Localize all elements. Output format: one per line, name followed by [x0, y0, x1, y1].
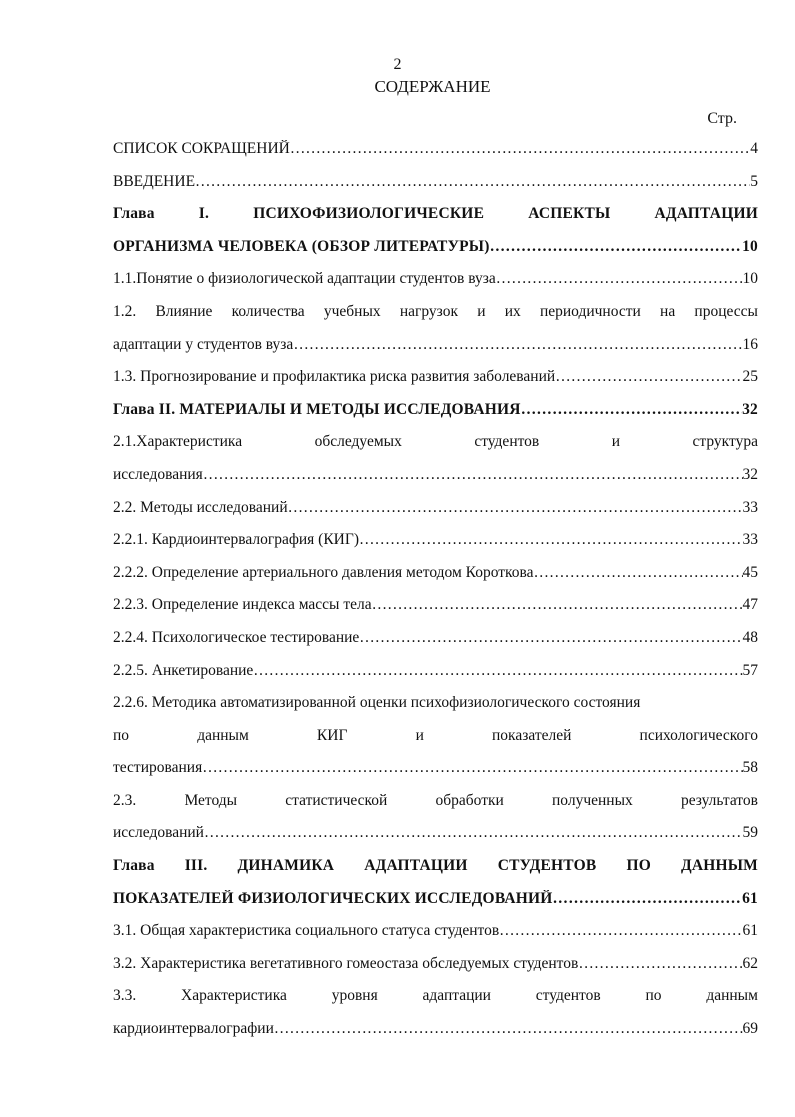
toc-line [113, 303, 758, 336]
toc-page-number: 61 [742, 922, 758, 940]
toc-word: процессы [694, 302, 758, 320]
toc-entry-text: 2.2. Методы исследований [113, 498, 288, 516]
toc-word: психологического [639, 726, 758, 744]
toc-word: КИГ [316, 726, 348, 744]
toc-word: по [645, 987, 662, 1005]
toc-line [113, 922, 758, 955]
toc-line [113, 824, 758, 857]
toc-entry-text: СПИСОК СОКРАЩЕНИЙ [113, 140, 290, 157]
toc-entry-text: ВВЕДЕНИЕ [113, 172, 196, 190]
toc-word: 1.2. [113, 302, 137, 320]
toc-word: нагрузок [399, 302, 458, 320]
toc-leader-dots [521, 401, 742, 419]
toc-page-number: 48 [742, 628, 758, 646]
toc-page-number: 59 [742, 824, 758, 842]
toc-page-number: 61 [742, 889, 758, 907]
toc-entry-text: исследований [113, 824, 204, 842]
toc-entry-text: 2.2.4. Психологическое тестирование [113, 628, 360, 646]
toc-page-number: 32 [742, 465, 758, 483]
toc-line [113, 629, 758, 662]
toc-entry-text: ПОКАЗАТЕЛЕЙ ФИЗИОЛОГИЧЕСКИХ ИССЛЕДОВАНИЙ [113, 889, 553, 907]
toc-line [113, 890, 758, 923]
toc-line [113, 270, 758, 303]
toc-page-number: 5 [750, 172, 758, 190]
toc-line [113, 238, 758, 271]
toc-word: III. [184, 857, 208, 875]
toc-entry-text: 3.2. Характеристика вегетативного гомеостаза обследуемых студентов [113, 954, 579, 972]
toc-entry-text: 3.1. Общая характеристика социального статуса студентов [113, 922, 500, 940]
toc-word: АДАПТАЦИИ [364, 857, 468, 875]
toc-leader-dots [202, 759, 742, 777]
toc-leader-dots [578, 955, 742, 973]
toc-word: обработки [435, 791, 504, 809]
toc-line [113, 368, 758, 401]
toc-word: количества [231, 302, 305, 320]
toc-entry-text: кардиоинтервалографии [113, 1020, 274, 1038]
toc-leader-dots [499, 922, 742, 940]
toc-word: АДАПТАЦИИ [654, 205, 758, 223]
toc-line [113, 662, 758, 695]
toc-word: обследуемых [314, 433, 402, 451]
toc-line [113, 433, 758, 466]
toc-word: структура [692, 433, 758, 451]
toc-word: и [415, 726, 424, 744]
toc-entry-text: адаптации у студентов вуза [113, 335, 294, 353]
toc-leader-dots [359, 531, 743, 549]
toc-leader-dots [372, 596, 743, 614]
toc-page-number: 10 [742, 270, 758, 288]
toc-entry-text: ОРГАНИЗМА ЧЕЛОВЕКА (ОБЗОР ЛИТЕРАТУРЫ) [113, 237, 490, 255]
toc-entry-text: 2.2.2. Определение артериального давления методом Короткова [113, 563, 534, 581]
toc-word: СТУДЕНТОВ [497, 857, 597, 875]
toc-page-number: 62 [742, 954, 758, 972]
toc-line [113, 694, 758, 727]
toc-entry-text: тестирования [113, 759, 203, 777]
toc-word: ПСИХОФИЗИОЛОГИЧЕСКИЕ [253, 205, 485, 223]
toc-word: результатов [680, 791, 758, 809]
toc-word: студентов [535, 987, 601, 1005]
toc-word: Характеристика [181, 987, 287, 1005]
toc-word: Глава [113, 857, 155, 875]
table-of-contents [113, 140, 758, 1053]
toc-word: I. [198, 205, 210, 223]
toc-leader-dots [204, 824, 743, 842]
toc-line [113, 401, 758, 434]
toc-line [113, 987, 758, 1020]
toc-line [113, 955, 758, 988]
toc-word: учебных [323, 302, 381, 320]
toc-page-number: 10 [742, 237, 758, 255]
toc-page-number: 33 [742, 531, 758, 549]
toc-word: и [611, 433, 621, 451]
toc-entry-text: 1.3. Прогнозирование и профилактика риска развития заболеваний [113, 368, 556, 386]
toc-page-number: 58 [742, 759, 758, 777]
toc-entry-text: 2.2.1. Кардиоинтервалография (КИГ) [113, 531, 359, 549]
toc-word: и [477, 302, 486, 320]
toc-word: уровня [331, 987, 378, 1005]
toc-word: 3.3. [113, 987, 137, 1005]
toc-word: ДИНАМИКА [237, 857, 335, 875]
toc-line [113, 857, 758, 890]
toc-leader-dots [490, 238, 743, 256]
toc-line [113, 792, 758, 825]
toc-leader-dots [195, 173, 750, 191]
toc-page-number: 33 [742, 498, 758, 516]
toc-page-number: 45 [742, 563, 758, 581]
toc-leader-dots [293, 336, 742, 354]
toc-word: периодичности [539, 302, 641, 320]
toc-leader-dots [553, 890, 743, 908]
toc-leader-dots [274, 1020, 743, 1038]
toc-page-number: 69 [742, 1020, 758, 1038]
toc-leader-dots [203, 466, 743, 484]
toc-page-number: 47 [742, 596, 758, 614]
toc-leader-dots [534, 564, 743, 582]
toc-word: данным [197, 726, 249, 744]
toc-entry-text: 2.2.5. Анкетирование [113, 661, 254, 679]
page-title: СОДЕРЖАНИЕ [374, 77, 491, 96]
toc-line [113, 499, 758, 532]
toc-leader-dots [359, 629, 742, 647]
toc-word: ПО [626, 857, 651, 875]
toc-line [113, 140, 758, 173]
toc-line [113, 564, 758, 597]
toc-line [113, 596, 758, 629]
toc-page-number: 16 [742, 335, 758, 353]
toc-line [113, 336, 758, 369]
toc-line [113, 173, 758, 206]
toc-leader-dots [253, 662, 742, 680]
toc-entry-text: Глава II. МАТЕРИАЛЫ И МЕТОДЫ ИССЛЕДОВАНИЯ [113, 400, 521, 418]
toc-word: полученных [552, 791, 633, 809]
toc-word: ДАННЫМ [680, 857, 758, 875]
toc-word: адаптации [422, 987, 491, 1005]
toc-leader-dots [288, 499, 743, 517]
toc-entry-text: 2.2.6. Методика автоматизированной оценки психофизиологического состояния [113, 694, 641, 712]
toc-word: 2.1.Характеристика [113, 433, 243, 451]
toc-word: статистической [285, 791, 388, 809]
toc-line [113, 205, 758, 238]
toc-word: показателей [492, 726, 572, 744]
toc-word: по [113, 726, 130, 744]
toc-page-number: 57 [742, 661, 758, 679]
page-column-label: Стр. [707, 110, 737, 127]
toc-word: Влияние [155, 302, 213, 320]
toc-word: данным [706, 987, 758, 1005]
toc-entry-text: исследования [113, 465, 203, 483]
toc-leader-dots [290, 140, 750, 158]
toc-page-number: 25 [742, 368, 758, 386]
toc-word: 2.3. [113, 791, 137, 809]
toc-line [113, 1020, 758, 1053]
toc-word: на [660, 302, 676, 320]
toc-leader-dots [555, 368, 742, 386]
toc-line [113, 727, 758, 760]
toc-entry-text: 2.2.3. Определение индекса массы тела [113, 596, 372, 614]
toc-word: АСПЕКТЫ [528, 205, 611, 223]
toc-page-number: 4 [750, 140, 758, 157]
toc-page-number: 32 [742, 400, 758, 418]
toc-line [113, 466, 758, 499]
toc-line [113, 531, 758, 564]
toc-word: Методы [184, 791, 238, 809]
toc-entry-text: 1.1.Понятие о физиологической адаптации студентов вуза [113, 270, 496, 288]
toc-word: Глава [113, 205, 155, 223]
page-number: 2 [393, 56, 402, 73]
toc-line [113, 759, 758, 792]
toc-word: студентов [474, 433, 540, 451]
toc-word: их [504, 302, 521, 320]
toc-leader-dots [496, 270, 743, 288]
